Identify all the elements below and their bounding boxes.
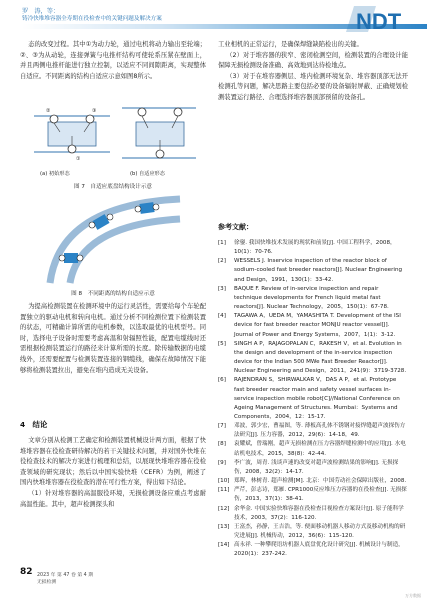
left-column-conclusion — [20, 436, 206, 510]
reference-item — [218, 239, 408, 257]
figure-8-diagram — [40, 195, 190, 285]
journal-logo — [346, 2, 422, 36]
paragraph: （1）针对堆容器的高温服役环境，无损检测设备应重点考虑耐高温性能。其中，超声检测探头和 — [20, 489, 206, 508]
reference-item — [218, 541, 408, 559]
reference-text: 郑晖，林树青. 超声检测[M]. 北京：中国劳动社会保障出版社，2008. — [234, 478, 407, 485]
fig7b-label: (b) 自适应形态 — [130, 171, 165, 177]
reference-item — [218, 459, 408, 477]
fig7b-robot — [122, 108, 196, 158]
svg-text:①: ① — [76, 156, 81, 162]
reference-number: [3] — [218, 285, 226, 292]
fig7a-label: (a) 初始形态 — [40, 171, 70, 177]
paragraph: 文章分别从检测工艺确定和检测装置机械设计两方面，根据了快堆堆容器在役检查研待解决的若干关键技术问题，并对国外快堆在役检查技术的解决方案进行梳理和总结，以展现快堆堆容器在役检查领域的研究现状；然后以中国实验快堆（CEFR）为例，阐述了国内快堆堆容器在役检查的潜在可行性方案，得出如下结论。 — [20, 437, 206, 487]
section-heading-conclusion: 4 结论 — [20, 420, 48, 429]
header-article-title: 铸冷快堆堆容器全寿期在役检查中的关键问题及解决方案 — [22, 16, 162, 22]
reference-text: 邓波，郭少宏，曹福图，等. 薄板高孔体不锈钢对接焊缝超声波探伤方法研究[J]. 压力容器，2012，29(6)：14-18，49. — [234, 423, 406, 439]
page-number: 82 — [20, 567, 33, 577]
reference-text: SINGH A P，RAJAGOPALAN C，RAKESH V，et al. Evolution in the design and development of the in-service inspection device for the Indian 500 MWe Fast Breeder Reactor[J]. Nuclear Engineering and Design，2011，241(9)：3719-3728. — [234, 340, 407, 375]
paragraph: （2）对于堆容器的狭窄、密闭检测空间，检测装置的合理设计能保障无损检测设备准确、高效地到达待检地点。 — [218, 51, 408, 70]
references-heading: 参考文献： — [218, 223, 253, 231]
reference-number: [9] — [218, 459, 226, 466]
reference-number: [13] — [218, 523, 230, 530]
reference-item — [218, 486, 408, 504]
reference-number: [4] — [218, 313, 226, 320]
paragraph: （3）对于在堆容器侧层、堆内检测环境复杂、堆容器顶部无法开检测孔等问题，解决思路主要包括必要的设备辐射屏蔽、正确规划检测装置运行路径、合理选择堆容器顶部预留的设备孔。 — [218, 72, 408, 101]
reference-text: 高永祥. 一种攀爬语坊机器人底盘优化设计研究[J]. 机械设计与制造，2020(1)：237-242. — [234, 542, 404, 558]
reference-text: 严芹，彭志诗，郑雁. CPR1000反应堆压力容器的在役检查[J]. 无损探伤，2013，37(1)：38-41. — [234, 487, 407, 503]
reference-text: 李广波，周青. 浅谈声速的改变对超声波检测结果的影响[J]. 无损探伤，2008，32(2)：14-17. — [234, 459, 399, 475]
reference-number: [8] — [218, 441, 226, 448]
reference-item — [218, 257, 408, 284]
reference-list — [218, 239, 408, 559]
svg-text:③: ③ — [92, 108, 97, 114]
fig7a-robot — [34, 108, 110, 162]
paragraph: 态的改变过程。其中①为动力轮，通过电机将动力输出至轮端；②、③为从动轮，连接弹簧与电推杆结构可使轮系压紧在壁面上，并且两侧电推杆能进行独立控制，以适应不同间隙距离，实现整体自适应。不同距离的结构自适应示意如图8所示。 — [20, 41, 206, 80]
reference-item — [218, 422, 408, 440]
watermark: 万方数据 — [405, 593, 421, 598]
reference-item — [218, 312, 408, 339]
reference-number: [11] — [218, 487, 230, 494]
reference-number: [5] — [218, 340, 226, 347]
reference-number: [1] — [218, 240, 226, 246]
reference-item — [218, 285, 408, 312]
reference-item — [218, 505, 408, 523]
reference-text: TAGAWA A，UEDA M，YAMASHITA T. Development of the ISI device for fast breeder reactor MONJU reactor vessel[J]. Journal of Power and Energy Systems，2007，1(1)：3-12. — [234, 313, 401, 338]
reference-number: [2] — [218, 258, 226, 265]
reference-text: 袁耀斌，曾瑞刚，超声无损检测在压力容器焊缝检测中的应用[J]. 水电站机电技术，2015，38(8)：42-44. — [234, 441, 406, 457]
right-column-top — [218, 40, 408, 104]
svg-text:②: ② — [46, 108, 51, 114]
reference-item — [218, 440, 408, 458]
paragraph: 为提高检测装置在检测环境中的运行灵活性，需要给每个车轮配置独立的驱动电机和转向电机。通过分析不同检测位置下检测装置的状态，可精确计算所需的电机参数，以选取最优的电机型号。同时，选择电子设备时需要考虑高温和射辐照性能，配置电缆线时还需根据检测装置运行的路径来计算所需的长度。除传输数据的电缆线外，还需要配置与检测装置连接的钢缆线，确保在故障情况下能够将检测装置拉出，避免在堆内造成无关设备。 — [20, 303, 206, 374]
reference-number: [6] — [218, 377, 226, 384]
left-column-top — [20, 40, 206, 82]
journal-footer — [37, 572, 93, 586]
header-author: 罗 涛，等： — [22, 8, 60, 15]
reference-text: BAQUE F. Review of in-service inspection and repair technique developments for French liquid metal fast reactors[J]. Nuclear Technology，2005，150(1)：67-78. — [234, 285, 389, 311]
left-column-body — [20, 302, 206, 376]
reference-item — [218, 477, 408, 486]
figure-8-caption: 图 8 不同距离的结构自适应示意 — [71, 291, 155, 297]
reference-number: [12] — [218, 505, 230, 512]
reference-item — [218, 523, 408, 541]
journal-issue: 2023 年 第 47 卷 第 4 期 — [37, 573, 94, 578]
reference-text: 王富杰，孙静，王吉浩，等. 便面移动机器人移动方式及移动机构的研究进展[J]. 机械传动，2012，36(6)：115-120. — [234, 523, 406, 539]
reference-text: WESSELS J. Inservice inspection of the reactor block of sodium-cooled fast breeder reactors[J]. Nuclear Engineering and Design，1991，130(1)：33-42. — [234, 258, 403, 283]
journal-name: 无损检测 — [37, 580, 57, 585]
reference-text: 余华金. 中国实验快堆容器在役检查目视检查方案设计[J]. 原子能科学技术，2003，37(2)：116-120. — [234, 505, 404, 521]
reference-number: [10] — [218, 478, 230, 485]
paragraph: 工业相机的正常运行，是确保焊缝缺陷检出的关键。 — [218, 41, 363, 48]
logo-text: NDT — [356, 9, 402, 34]
reference-item — [218, 340, 408, 377]
reference-item — [218, 376, 408, 422]
reference-number: [14] — [218, 542, 230, 549]
reference-text: 徐鋆. 我国快堆技术发展的现状和前景[J]. 中国工程科学，2008，10(1)：70-76. — [234, 240, 396, 256]
figure-7-diagram — [30, 100, 200, 170]
figure-7-caption: 图 7 自适应底盘结构设计示意 — [73, 184, 153, 190]
reference-text: RAJENDRAN S，SHIRWALKAR V，DAS A P，et al. Prototype fast breeder reactor main and safety vessel surfaces in-service inspection mobile robot[C]//National Conference on Ageing Management of Structures. Mumbai：Systems and Components，2004，12：15-17. — [234, 377, 400, 420]
reference-number: [7] — [218, 423, 226, 430]
